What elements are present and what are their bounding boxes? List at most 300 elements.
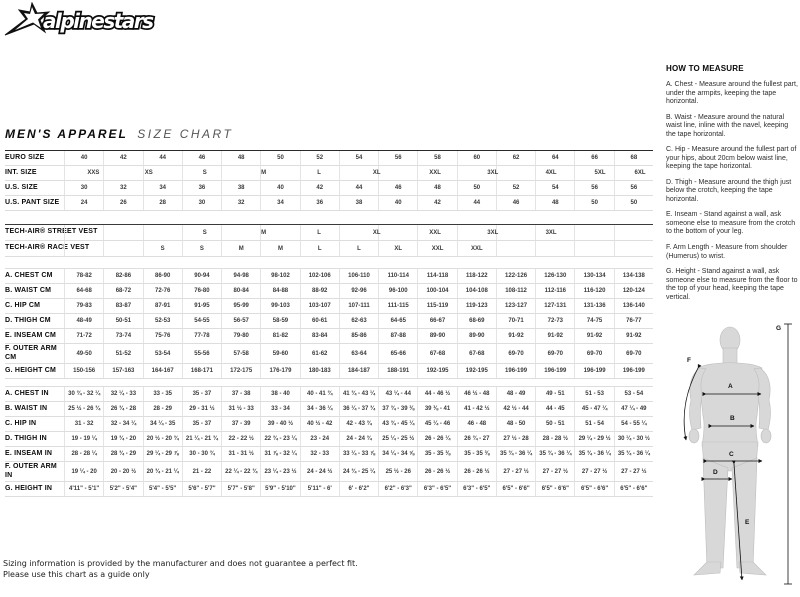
size-cell: 40 [260,181,299,195]
size-cell: L [339,241,378,256]
size-cell: 87-88 [378,329,417,343]
size-cell [221,166,260,180]
size-cell [535,241,574,256]
size-cell [221,225,260,240]
size-cell: 111-115 [378,299,417,313]
title-primary: MEN'S APPAREL [5,127,128,141]
size-cell: 36 [300,196,339,210]
size-cell: 48-49 [64,314,103,328]
size-cell: 35 ¾ - 36 ¼ [574,447,613,461]
size-cell: 172-175 [221,364,260,378]
size-cell: 54 [535,181,574,195]
size-cell: 79-83 [64,299,103,313]
size-cell [496,166,535,180]
size-cell: 25 ½ - 26 [378,462,417,481]
size-cell: 19 - 19 ¼ [64,432,103,446]
size-cell: 4'11" - 5'1" [64,482,103,496]
size-cell: 62-63 [339,314,378,328]
size-cell: 41 ¾ - 43 ¼ [339,387,378,401]
measurement-figure [650,318,800,592]
how-to-measure-list [666,81,798,302]
size-cell: 34 [143,181,182,195]
size-cell: 30 - 30 ¾ [182,447,221,461]
size-cell: 88-92 [300,284,339,298]
row-label: A. CHEST CM [5,271,53,279]
size-cell: 4XL [545,170,557,176]
size-cell: 5'2" - 5'4" [103,482,142,496]
size-cell [614,225,653,240]
size-cell: 46 ½ - 48 [457,387,496,401]
row-label: D. THIGH IN [5,434,47,442]
size-cell: 38 - 40 [260,387,299,401]
size-cell: 51 - 54 [574,417,613,431]
size-cell: 31 - 32 [64,417,103,431]
size-cell: 54 - 55 ¼ [614,417,653,431]
size-cell: 60 [457,151,496,165]
size-cell: 50-51 [103,314,142,328]
size-cell: 44 [457,196,496,210]
size-cell: 56 [614,181,653,195]
size-cell: M [221,241,260,256]
size-cell: 33 ¼ - 33 ⅞ [339,447,378,461]
size-cell: 69-70 [496,344,535,363]
row-label: C. HIP IN [5,419,37,427]
size-cell: 83-87 [103,299,142,313]
size-cell: 56-57 [221,314,260,328]
size-cell [260,166,299,180]
table-row [5,417,653,432]
size-cell: 42 [300,181,339,195]
size-cell: 57-58 [221,344,260,363]
size-cell: 91-92 [574,329,613,343]
alpinestars-logo [3,2,163,38]
size-cell: 31 ⅞ - 32 ¼ [260,447,299,461]
size-cell: M [260,241,299,256]
table-row [5,241,653,257]
size-cell: S [202,229,207,236]
size-cell: 69-70 [614,344,653,363]
size-cell: 48 [221,151,260,165]
size-cell: 51-52 [103,344,142,363]
size-cell: 20 ¾ - 21 ¼ [143,462,182,481]
size-cell: 35 - 35 ⅜ [457,447,496,461]
size-cell: 108-112 [496,284,535,298]
label-arm: F [687,357,691,364]
size-cell: 30 [182,196,221,210]
table-row [5,402,653,417]
size-cell: 53 - 54 [614,387,653,401]
size-cell: 46 [182,151,221,165]
size-cell: 126-130 [535,269,574,283]
row-label: TECH-AIR® RACE VEST [5,244,90,252]
size-cell [64,225,103,240]
size-cell [496,241,535,256]
size-cell: 107-111 [339,299,378,313]
size-cell: 61-62 [300,344,339,363]
page-title [5,127,233,141]
table-row [5,181,653,196]
size-cell: 40 [378,196,417,210]
size-cell: 6XL [634,170,646,176]
size-cell: XXL [457,241,496,256]
size-cell: 42 [417,196,456,210]
size-cell: 21 - 22 [182,462,221,481]
size-cell: 26 - 26 ½ [417,462,456,481]
size-cell: 67-68 [457,344,496,363]
size-cell: 33 - 34 [260,402,299,416]
label-hip: C [729,451,734,458]
size-cell: 130-134 [574,269,613,283]
row-label: U.S. PANT SIZE [5,198,60,206]
size-cell: XXS [87,170,100,176]
size-cell: 29 - 31 ½ [182,402,221,416]
size-cell: 22 ¾ - 23 ¼ [260,432,299,446]
size-cell: 72-76 [143,284,182,298]
size-cell [574,241,613,256]
size-cell: 40 - 41 ¾ [300,387,339,401]
size-cell: 99-103 [260,299,299,313]
size-cell: 118-122 [457,269,496,283]
size-cell: 96-100 [378,284,417,298]
size-cell: 34 [260,196,299,210]
size-cell: 32 - 33 [300,447,339,461]
size-cell: 26 - 26 ½ [457,462,496,481]
row-cells [64,387,653,401]
size-cell: 40 ½ - 42 [300,417,339,431]
size-cell [260,225,299,240]
size-cell: 26 - 26 ¼ [417,432,456,446]
size-cell: 21 ¼ - 21 ¾ [182,432,221,446]
size-cell: 6'5" - 6'6" [535,482,574,496]
size-cell: 64-65 [378,314,417,328]
size-cell: 3XL [487,170,499,176]
size-cell: 48 - 49 [496,387,535,401]
size-cell: 68 [614,151,653,165]
row-label: B. WAIST IN [5,404,48,412]
row-cells [64,225,653,240]
size-cell: 65-66 [378,344,417,363]
size-cell: 6'3" - 6'5" [417,482,456,496]
size-cell: 24 - 24 ½ [300,462,339,481]
size-cell: 53-54 [143,344,182,363]
size-cell: S [202,170,207,176]
row-label: B. WAIST CM [5,286,52,294]
size-cell: 23 - 24 [300,432,339,446]
table-row [5,314,653,329]
size-cell: 78-82 [64,269,103,283]
size-cell: XL [378,241,417,256]
size-cell: 114-118 [417,269,456,283]
row-label: INT. SIZE [5,168,37,176]
size-cell: 6'5" - 6'6" [574,482,613,496]
size-cell: 46 - 48 [457,417,496,431]
size-cell: 31 - 31 ½ [221,447,260,461]
size-cell: 28 [143,196,182,210]
size-cell: 90-94 [182,269,221,283]
size-cell: 63-64 [339,344,378,363]
size-cell [103,241,142,256]
size-cell: 5XL [594,170,606,176]
size-cell: 196-199 [496,364,535,378]
section-sizes [5,150,653,211]
row-cells [64,284,653,298]
size-cell: 87-91 [143,299,182,313]
row-cells [64,314,653,328]
size-cell: 127-131 [535,299,574,313]
size-cell: 136-140 [614,299,653,313]
size-cell: 58 [417,151,456,165]
size-cell: 134-138 [614,269,653,283]
size-cell: 64 [535,151,574,165]
size-cell: 5'9" - 5'10" [260,482,299,496]
size-cell: 73-74 [103,329,142,343]
size-cell: 122-126 [496,269,535,283]
size-cell: 43 ¾ - 45 ¼ [378,417,417,431]
table-row [5,225,653,241]
size-chart-table [5,150,653,497]
size-cell: 6'5" - 6'6" [614,482,653,496]
size-cell: 35 - 37 [182,417,221,431]
size-cell: XXL [417,241,456,256]
size-cell: 6'3" - 6'5" [457,482,496,496]
size-cell: 67-68 [417,344,456,363]
size-cell: 24 ¾ - 25 ¼ [339,462,378,481]
measure-instruction: C. Hip - Measure around the fullest part of your hips, about 20cm below waist line, keeping the tape horizontal. [666,146,797,171]
size-cell: 48 [535,196,574,210]
size-cell: 116-120 [574,284,613,298]
size-cell: 28 - 29 [143,402,182,416]
size-cell: 95-99 [221,299,260,313]
size-cell: 5'11" - 6' [300,482,339,496]
size-cell: 28 - 28 ½ [535,432,574,446]
size-cell [103,225,142,240]
row-cells [64,241,653,256]
size-cell: 60-61 [300,314,339,328]
table-row [5,196,653,211]
size-cell: 3XL [487,229,499,236]
row-cells [64,344,653,363]
row-label: G. HEIGHT IN [5,484,53,492]
row-label: C. HIP CM [5,301,41,309]
size-cell: 49-50 [64,344,103,363]
size-cell: 123-127 [496,299,535,313]
row-cells [64,166,653,180]
size-cell: 51 - 53 [574,387,613,401]
size-cell: 19 ¾ - 20 [103,432,142,446]
size-cell: 20 - 20 ½ [103,462,142,481]
size-cell: 110-114 [378,269,417,283]
size-cell [614,241,653,256]
size-cell: 82-86 [103,269,142,283]
section-in [5,386,653,497]
size-cell: 94-98 [221,269,260,283]
size-cell: 86-90 [143,269,182,283]
size-cell: 72-73 [535,314,574,328]
measure-instruction: D. Thigh - Measure around the thigh just below the crotch, keeping the tape horizontal. [666,178,792,203]
size-cell: 70-71 [496,314,535,328]
row-cells [64,181,653,195]
size-cell: 58-59 [260,314,299,328]
size-cell: 120-124 [614,284,653,298]
label-chest: A [728,383,733,390]
size-cell: 34 - 36 ¼ [300,402,339,416]
how-to-measure-panel [666,64,798,309]
size-cell: 55-56 [182,344,221,363]
row-label: EURO SIZE [5,153,45,161]
size-cell: 69-70 [574,344,613,363]
size-cell: 43 ¼ - 44 [378,387,417,401]
size-cell: 32 [221,196,260,210]
size-cell: 196-199 [574,364,613,378]
size-cell: 5'7" - 5'8" [221,482,260,496]
size-cell: 56 [378,151,417,165]
size-cell: 196-199 [614,364,653,378]
row-label: F. OUTER ARM CM [5,345,57,361]
section-cm [5,268,653,379]
size-cell [614,166,653,180]
row-label: TECH-AIR® STREET VEST [5,228,98,236]
size-cell: 176-179 [260,364,299,378]
size-cell: 85-86 [339,329,378,343]
size-cell: 54 [339,151,378,165]
size-cell [182,166,221,180]
size-cell: 47 ¼ - 49 [614,402,653,416]
table-row [5,432,653,447]
size-cell: 84-88 [260,284,299,298]
size-cell [182,225,221,240]
size-cell: 35 - 37 [182,387,221,401]
size-cell: 42 [103,151,142,165]
table-row [5,329,653,344]
row-label: E. INSEAM IN [5,449,53,457]
size-cell [64,241,103,256]
size-cell: 35 ¾ - 36 ¼ [614,447,653,461]
size-cell: 66-67 [417,314,456,328]
table-row [5,462,653,482]
size-cell: 91-92 [496,329,535,343]
size-cell: 79-80 [221,329,260,343]
label-height: G [776,325,782,332]
size-cell: 27 - 27 ½ [574,462,613,481]
size-cell: 44 [143,151,182,165]
size-cell: 32 ¼ - 33 [103,387,142,401]
size-cell: 62 [496,151,535,165]
size-cell: 5'4" - 5'5" [143,482,182,496]
size-cell: 89-90 [417,329,456,343]
size-cell: S [182,241,221,256]
size-cell: 37 ¾ - 39 ⅜ [378,402,417,416]
size-cell: 112-116 [535,284,574,298]
measure-instruction: F. Arm Length - Measure from shoulder (Humerus) to wrist. [666,243,788,260]
size-cell: 37 - 38 [221,387,260,401]
size-cell: L [317,170,321,176]
size-cell: 32 - 34 ¼ [103,417,142,431]
size-cell: 34 ¼ - 34 ⅝ [378,447,417,461]
size-cell: 45 - 47 ¼ [574,402,613,416]
size-cell [496,225,535,240]
row-cells [64,329,653,343]
size-cell: 6'2" - 6'3" [378,482,417,496]
row-cells [64,482,653,496]
size-cell: 76-77 [614,314,653,328]
size-cell: 192-195 [417,364,456,378]
size-cell [143,225,182,240]
size-cell: 49 - 51 [535,387,574,401]
size-cell: 50 [614,196,653,210]
size-cell: 48 [417,181,456,195]
size-cell: 42 ½ - 44 [496,402,535,416]
size-cell: 68-72 [103,284,142,298]
size-cell: M [261,170,267,176]
size-cell: 28 - 28 ¼ [64,447,103,461]
label-waist: B [730,415,735,422]
size-cell: XL [372,229,381,236]
size-cell: 28 ¾ - 29 [103,447,142,461]
section-techair [5,224,653,257]
size-cell: 56 [574,181,613,195]
size-cell: 22 ¼ - 22 ¾ [221,462,260,481]
size-cell: 46 [378,181,417,195]
footer-line-2: Please use this chart as a guide only [3,570,150,580]
size-cell: 196-199 [535,364,574,378]
size-cell: 50 [260,151,299,165]
size-cell: 20 ½ - 20 ¾ [143,432,182,446]
row-label: F. OUTER ARM IN [5,463,57,479]
size-cell: 30 [64,181,103,195]
size-cell: 50 [457,181,496,195]
row-cells [64,432,653,446]
size-cell: 24 - 24 ¾ [339,432,378,446]
size-cell: M [261,229,267,236]
size-cell: 188-191 [378,364,417,378]
size-cell: 26 ¾ - 28 [103,402,142,416]
size-cell: 31 ½ - 33 [221,402,260,416]
footer-line-1: Sizing information is provided by the manufacturer and does not guarantee a perfect fit. [3,559,358,568]
measure-instruction: G. Height - Stand against a wall, ask someone else to measure from the floor to the top of your head, keeping the tape vertical. [666,268,798,301]
size-cell: 164-167 [143,364,182,378]
size-cell: 35 ¾ - 36 ¼ [535,447,574,461]
table-row [5,364,653,379]
size-cell: 38 [339,196,378,210]
size-cell: 25 ¼ - 25 ½ [378,432,417,446]
size-cell: 91-95 [182,299,221,313]
size-cell: 38 [221,181,260,195]
size-cell: 52 [300,151,339,165]
size-cell: 54-55 [182,314,221,328]
size-cell: 102-106 [300,269,339,283]
size-cell: 150-156 [64,364,103,378]
table-row [5,269,653,284]
size-cell: 69-70 [535,344,574,363]
size-cell: 30 ¾ - 32 ¼ [64,387,103,401]
row-cells [64,447,653,461]
size-cell: 36 ¼ - 37 ¾ [339,402,378,416]
size-cell: 76-80 [182,284,221,298]
size-cell: 91-92 [535,329,574,343]
size-cell: 131-136 [574,299,613,313]
size-cell: 3XL [545,229,557,236]
size-cell [574,225,613,240]
size-cell: 32 [103,181,142,195]
size-cell: 157-163 [103,364,142,378]
size-cell: 77-78 [182,329,221,343]
size-cell: 42 - 43 ¾ [339,417,378,431]
size-cell: 64-68 [64,284,103,298]
size-cell: 27 - 27 ½ [496,462,535,481]
size-cell: 29 ¼ - 29 ⅞ [143,447,182,461]
size-cell: 184-187 [339,364,378,378]
size-cell: 37 - 39 [221,417,260,431]
